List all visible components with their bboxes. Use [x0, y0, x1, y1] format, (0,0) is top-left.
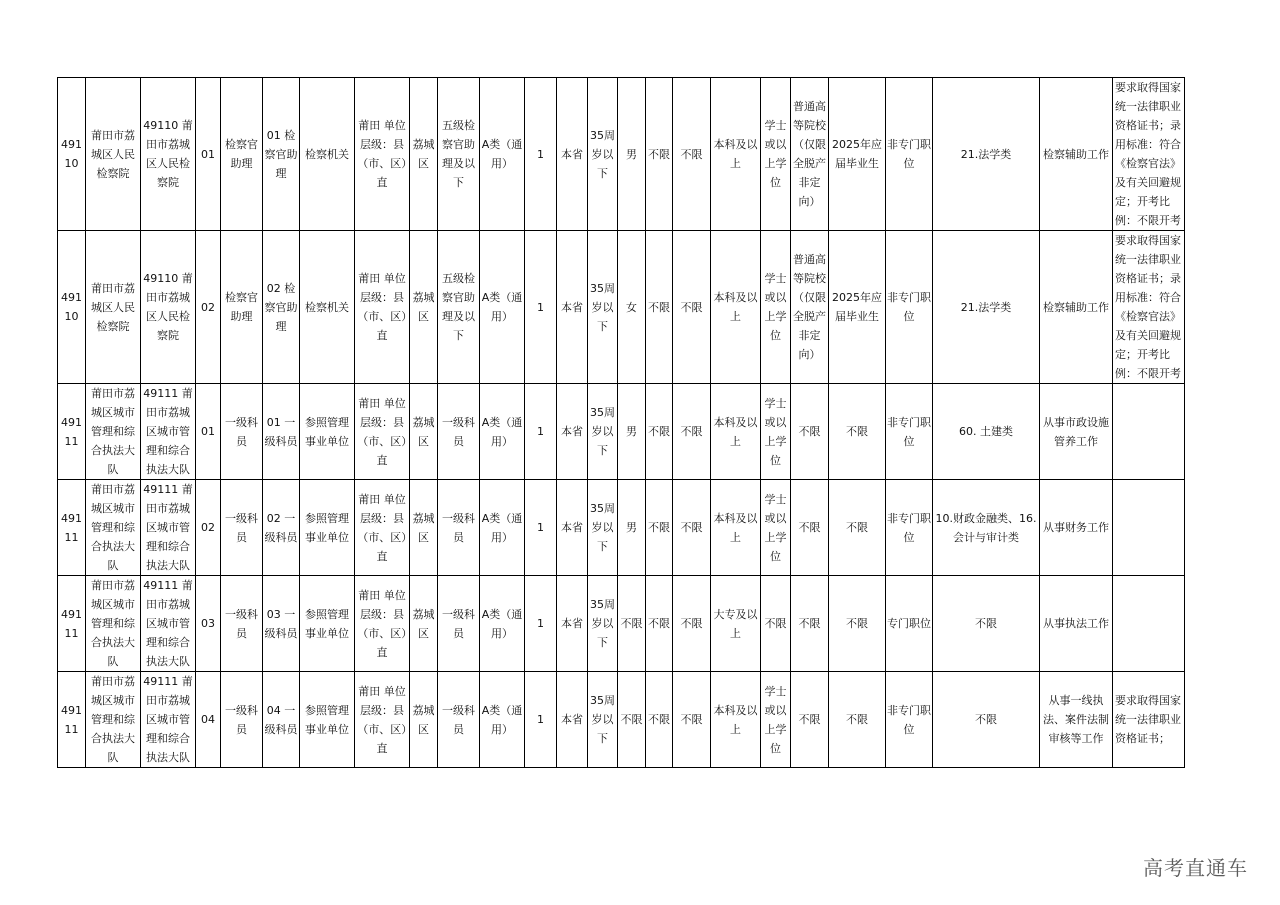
district: 荔城区 [410, 231, 438, 384]
unit-nature: 检察机关 [300, 231, 355, 384]
applicant-type: 2025年应届毕业生 [829, 78, 886, 231]
job-duties: 从事一线执法、案件法制审核等工作 [1040, 672, 1113, 768]
rank: 五级检察官助理及以下 [438, 231, 480, 384]
gender: 不限 [618, 672, 646, 768]
ethnicity: 不限 [646, 672, 673, 768]
position-name: 一级科员 [221, 672, 263, 768]
political-status: 不限 [673, 78, 711, 231]
position-code: 01 [196, 384, 221, 480]
unit-name: 莆田市荔城区城市管理和综合执法大队 [86, 672, 141, 768]
political-status: 不限 [673, 672, 711, 768]
unit-name: 莆田市荔城区城市管理和综合执法大队 [86, 480, 141, 576]
table-row [58, 384, 1185, 480]
unit-level: 莆田 单位层级：县（市、区）直 [355, 231, 410, 384]
education: 本科及以上 [711, 231, 761, 384]
household-scope: 本省 [557, 78, 588, 231]
applicant-type: 2025年应届毕业生 [829, 231, 886, 384]
headcount: 1 [525, 78, 557, 231]
age-limit: 35周岁以下 [588, 576, 618, 672]
exam-category: A类（通用） [480, 480, 525, 576]
age-limit: 35周岁以下 [588, 231, 618, 384]
rank: 五级检察官助理及以下 [438, 78, 480, 231]
unit-code: 49111 [58, 672, 86, 768]
major: 21.法学类 [933, 231, 1040, 384]
major: 不限 [933, 672, 1040, 768]
major: 21.法学类 [933, 78, 1040, 231]
job-duties: 从事市政设施管养工作 [1040, 384, 1113, 480]
unit-nature: 参照管理事业单位 [300, 384, 355, 480]
education: 本科及以上 [711, 672, 761, 768]
position-code: 01 [196, 78, 221, 231]
watermark-text: 高考直通车 [1143, 856, 1248, 880]
table-row [58, 576, 1185, 672]
position-name: 一级科员 [221, 384, 263, 480]
gender: 男 [618, 480, 646, 576]
unit-nature: 检察机关 [300, 78, 355, 231]
school-type: 不限 [791, 672, 829, 768]
district: 荔城区 [410, 576, 438, 672]
political-status: 不限 [673, 576, 711, 672]
unit-nature: 参照管理事业单位 [300, 480, 355, 576]
district: 荔城区 [410, 384, 438, 480]
unit-name: 莆田市荔城区人民检察院 [86, 78, 141, 231]
job-duties: 从事执法工作 [1040, 576, 1113, 672]
major: 不限 [933, 576, 1040, 672]
ethnicity: 不限 [646, 231, 673, 384]
position-name: 检察官助理 [221, 78, 263, 231]
gender: 不限 [618, 576, 646, 672]
headcount: 1 [525, 480, 557, 576]
rank: 一级科员 [438, 672, 480, 768]
ethnicity: 不限 [646, 576, 673, 672]
political-status: 不限 [673, 384, 711, 480]
applicant-type: 不限 [829, 480, 886, 576]
headcount: 1 [525, 231, 557, 384]
exam-category: A类（通用） [480, 384, 525, 480]
degree: 学士或以上学位 [761, 231, 791, 384]
unit-code-name: 49111 莆田市荔城区城市管理和综合执法大队 [141, 384, 196, 480]
unit-level: 莆田 单位层级：县（市、区）直 [355, 78, 410, 231]
school-type: 不限 [791, 384, 829, 480]
unit-code-name: 49110 莆田市荔城区人民检察院 [141, 78, 196, 231]
degree: 学士或以上学位 [761, 384, 791, 480]
school-type: 普通高等院校（仅限全脱产非定向） [791, 78, 829, 231]
headcount: 1 [525, 576, 557, 672]
unit-name: 莆田市荔城区城市管理和综合执法大队 [86, 384, 141, 480]
major: 60. 土建类 [933, 384, 1040, 480]
unit-nature: 参照管理事业单位 [300, 576, 355, 672]
degree: 学士或以上学位 [761, 78, 791, 231]
school-type: 不限 [791, 480, 829, 576]
unit-code-name: 49111 莆田市荔城区城市管理和综合执法大队 [141, 672, 196, 768]
remarks [1113, 576, 1185, 672]
applicant-type: 不限 [829, 576, 886, 672]
position-code-name: 04 一级科员 [263, 672, 300, 768]
ethnicity: 不限 [646, 78, 673, 231]
education: 本科及以上 [711, 480, 761, 576]
position-code-name: 02 一级科员 [263, 480, 300, 576]
age-limit: 35周岁以下 [588, 78, 618, 231]
degree: 学士或以上学位 [761, 672, 791, 768]
gender: 女 [618, 231, 646, 384]
district: 荔城区 [410, 78, 438, 231]
age-limit: 35周岁以下 [588, 480, 618, 576]
position-code-name: 01 检察官助理 [263, 78, 300, 231]
exam-category: A类（通用） [480, 231, 525, 384]
school-type: 普通高等院校（仅限全脱产非定向） [791, 231, 829, 384]
household-scope: 本省 [557, 480, 588, 576]
unit-nature: 参照管理事业单位 [300, 672, 355, 768]
position-code-name: 03 一级科员 [263, 576, 300, 672]
table-row [58, 231, 1185, 384]
recruitment-table [57, 77, 1185, 768]
rank: 一级科员 [438, 384, 480, 480]
position-code: 02 [196, 231, 221, 384]
job-duties: 从事财务工作 [1040, 480, 1113, 576]
position-type: 专门职位 [886, 576, 933, 672]
political-status: 不限 [673, 231, 711, 384]
applicant-type: 不限 [829, 384, 886, 480]
headcount: 1 [525, 384, 557, 480]
education: 本科及以上 [711, 384, 761, 480]
unit-code: 49111 [58, 576, 86, 672]
household-scope: 本省 [557, 231, 588, 384]
position-type: 非专门职位 [886, 672, 933, 768]
ethnicity: 不限 [646, 480, 673, 576]
job-duties: 检察辅助工作 [1040, 231, 1113, 384]
remarks [1113, 384, 1185, 480]
position-name: 一级科员 [221, 576, 263, 672]
position-code-name: 01 一级科员 [263, 384, 300, 480]
position-code-name: 02 检察官助理 [263, 231, 300, 384]
exam-category: A类（通用） [480, 78, 525, 231]
unit-code-name: 49110 莆田市荔城区人民检察院 [141, 231, 196, 384]
exam-category: A类（通用） [480, 576, 525, 672]
major: 10.财政金融类、16.会计与审计类 [933, 480, 1040, 576]
unit-level: 莆田 单位层级：县（市、区）直 [355, 576, 410, 672]
household-scope: 本省 [557, 672, 588, 768]
gender: 男 [618, 384, 646, 480]
school-type: 不限 [791, 576, 829, 672]
education: 大专及以上 [711, 576, 761, 672]
position-code: 04 [196, 672, 221, 768]
table-row [58, 78, 1185, 231]
position-type: 非专门职位 [886, 384, 933, 480]
unit-code: 49110 [58, 231, 86, 384]
unit-level: 莆田 单位层级：县（市、区）直 [355, 384, 410, 480]
remarks: 要求取得国家统一法律职业资格证书；录用标准：符合《检察官法》及有关回避规定；开考比例：不限开考 [1113, 78, 1185, 231]
exam-category: A类（通用） [480, 672, 525, 768]
position-type: 非专门职位 [886, 480, 933, 576]
headcount: 1 [525, 672, 557, 768]
rank: 一级科员 [438, 576, 480, 672]
position-name: 一级科员 [221, 480, 263, 576]
position-type: 非专门职位 [886, 231, 933, 384]
ethnicity: 不限 [646, 384, 673, 480]
table-row [58, 672, 1185, 768]
district: 荔城区 [410, 672, 438, 768]
unit-code-name: 49111 莆田市荔城区城市管理和综合执法大队 [141, 480, 196, 576]
unit-level: 莆田 单位层级：县（市、区）直 [355, 480, 410, 576]
remarks: 要求取得国家统一法律职业资格证书； [1113, 672, 1185, 768]
household-scope: 本省 [557, 576, 588, 672]
applicant-type: 不限 [829, 672, 886, 768]
unit-name: 莆田市荔城区城市管理和综合执法大队 [86, 576, 141, 672]
unit-code: 49111 [58, 480, 86, 576]
degree: 学士或以上学位 [761, 480, 791, 576]
age-limit: 35周岁以下 [588, 384, 618, 480]
unit-name: 莆田市荔城区人民检察院 [86, 231, 141, 384]
table-row [58, 480, 1185, 576]
political-status: 不限 [673, 480, 711, 576]
district: 荔城区 [410, 480, 438, 576]
position-code: 03 [196, 576, 221, 672]
unit-code: 49110 [58, 78, 86, 231]
remarks [1113, 480, 1185, 576]
education: 本科及以上 [711, 78, 761, 231]
remarks: 要求取得国家统一法律职业资格证书；录用标准：符合《检察官法》及有关回避规定；开考比例：不限开考 [1113, 231, 1185, 384]
rank: 一级科员 [438, 480, 480, 576]
job-duties: 检察辅助工作 [1040, 78, 1113, 231]
degree: 不限 [761, 576, 791, 672]
position-name: 检察官助理 [221, 231, 263, 384]
position-type: 非专门职位 [886, 78, 933, 231]
gender: 男 [618, 78, 646, 231]
unit-code: 49111 [58, 384, 86, 480]
position-code: 02 [196, 480, 221, 576]
unit-level: 莆田 单位层级：县（市、区）直 [355, 672, 410, 768]
household-scope: 本省 [557, 384, 588, 480]
unit-code-name: 49111 莆田市荔城区城市管理和综合执法大队 [141, 576, 196, 672]
age-limit: 35周岁以下 [588, 672, 618, 768]
